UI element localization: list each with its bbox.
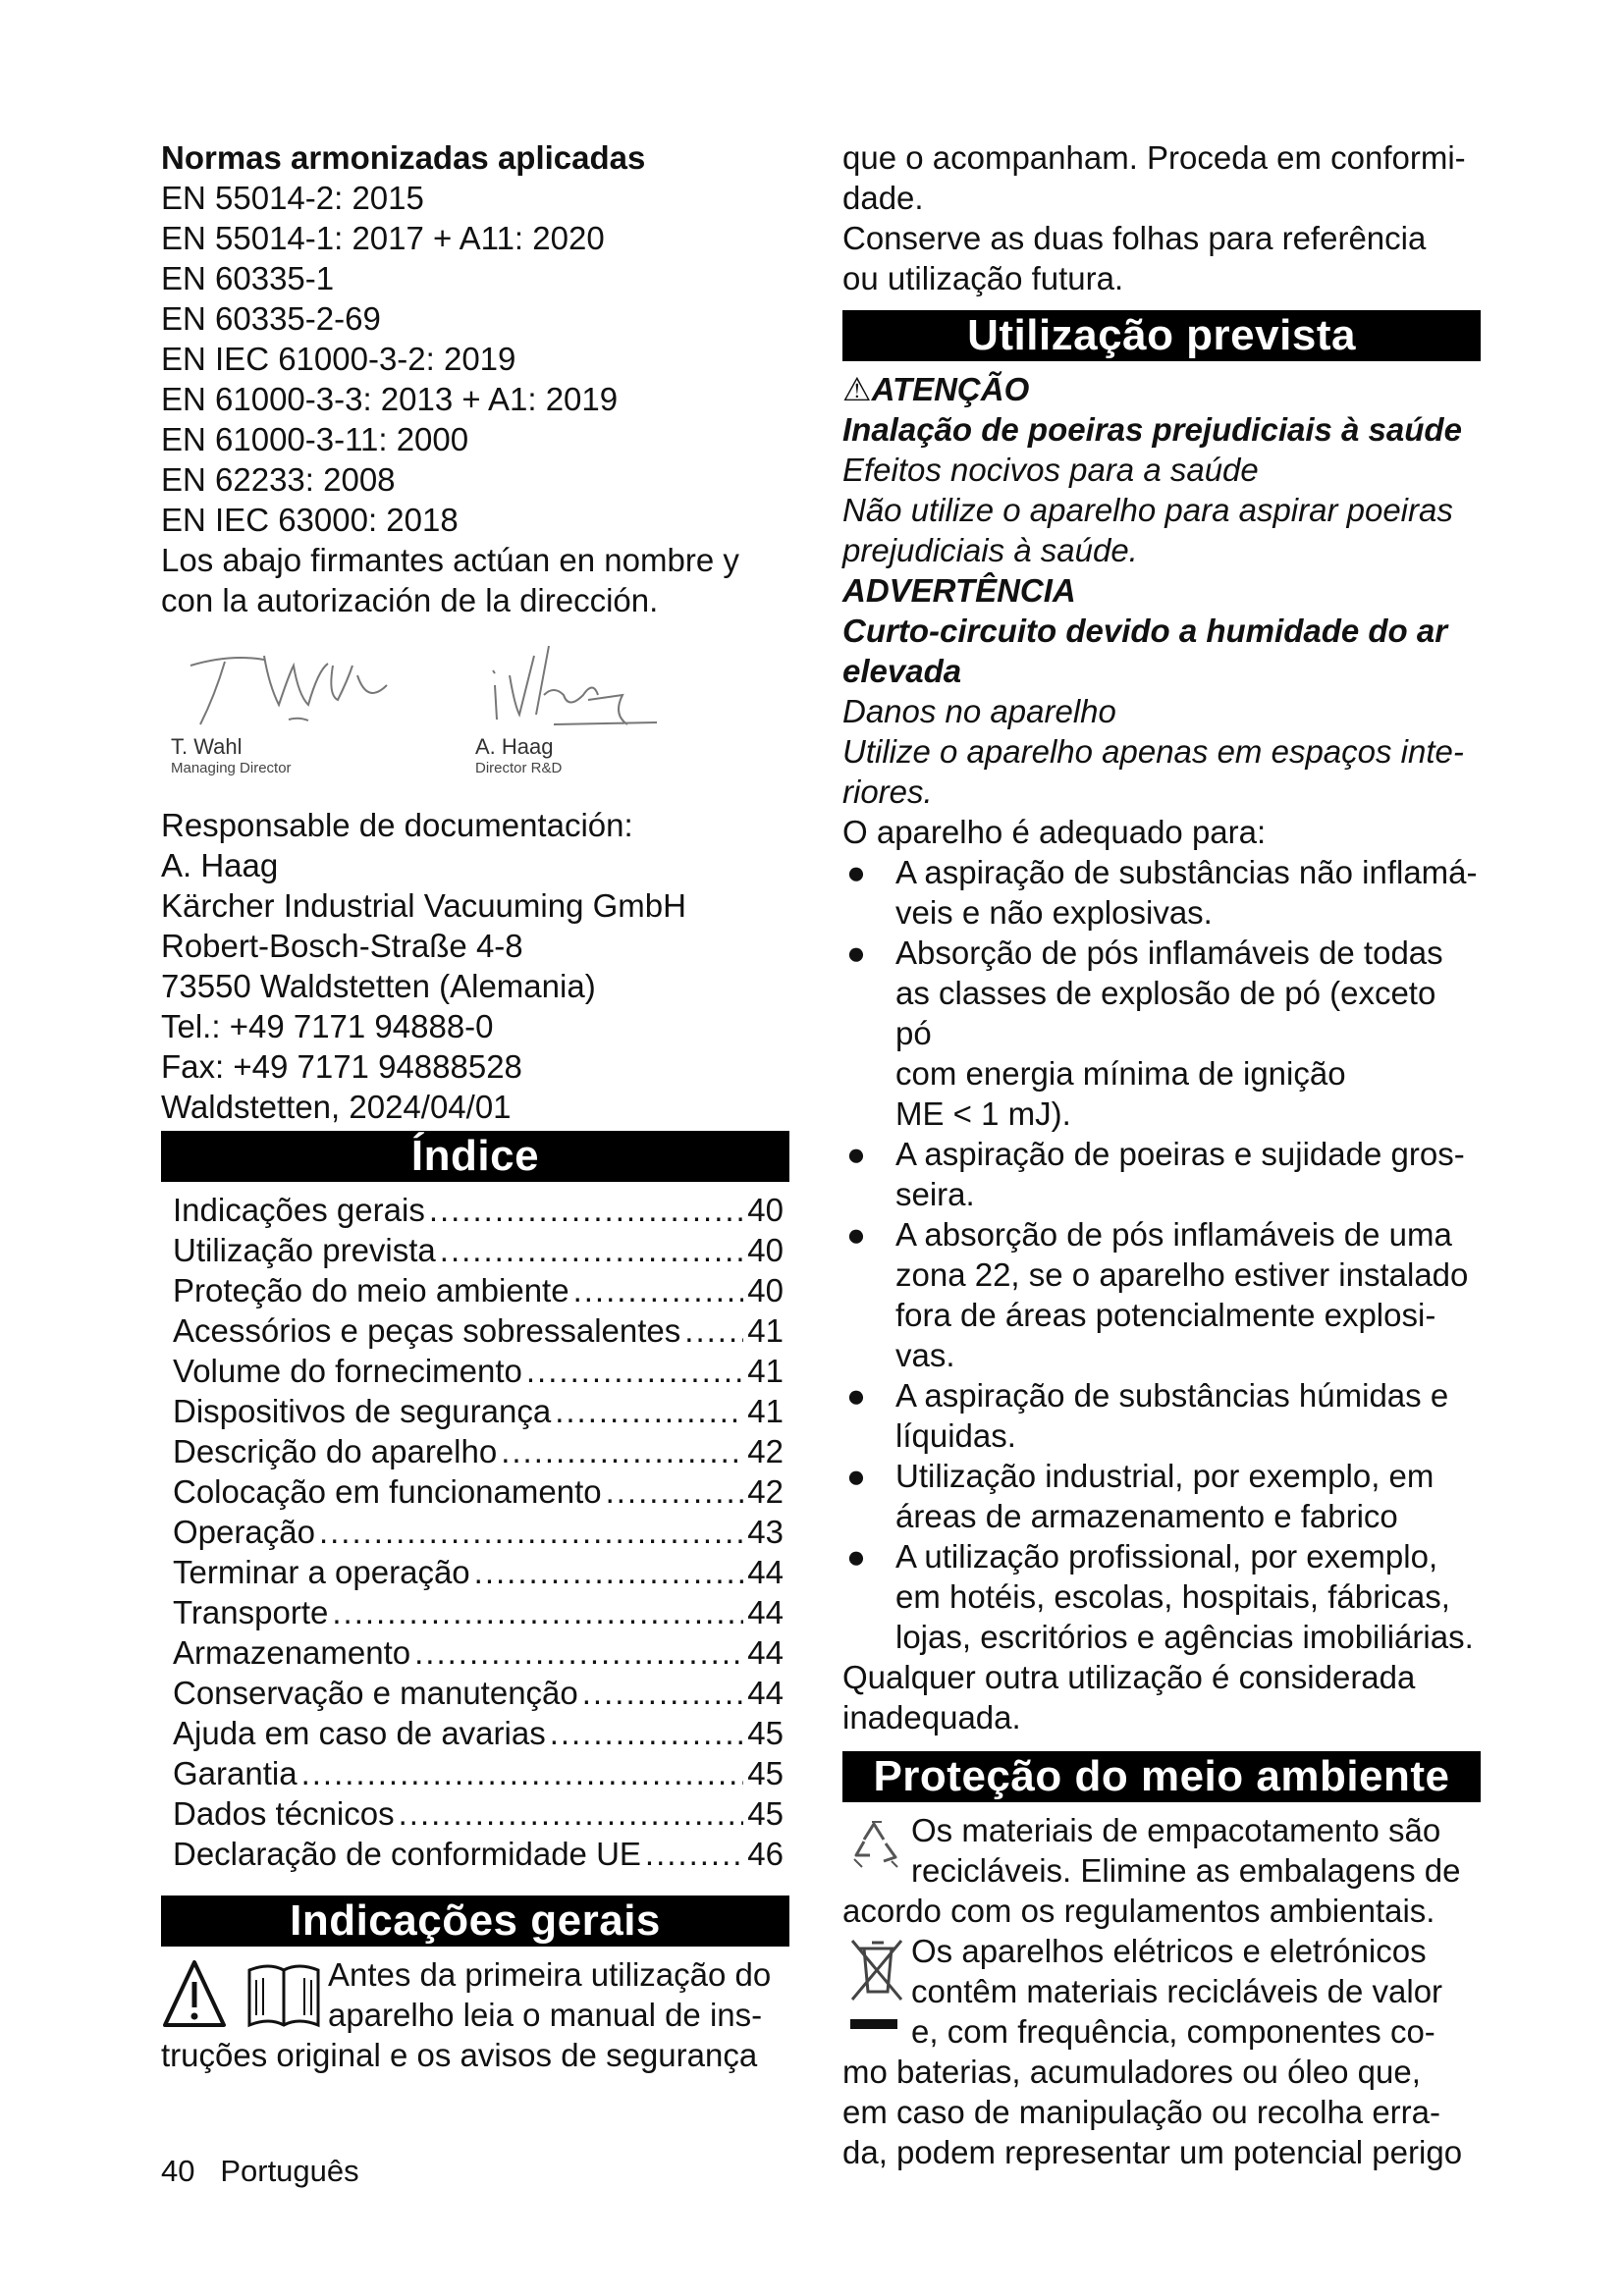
list-item: ● Utilização industrial, por exemplo, em áreas de armazenamento e fabrico: [842, 1456, 1481, 1536]
bullet-icon: ●: [846, 934, 866, 971]
crossed-bin-icon: [842, 1931, 911, 2049]
norm-item: EN 60335-1: [161, 260, 335, 296]
advertencia-text: Utilize o aparelho apenas em espaços inte-: [842, 733, 1464, 770]
toc-title: Volume do fornecimento: [173, 1353, 522, 1389]
toc-page: 45: [747, 1755, 784, 1791]
toc-entry[interactable]: [173, 1190, 784, 1230]
general-text: truções original e os avisos de segurança: [161, 2037, 758, 2073]
toc-title: Indicações gerais: [173, 1192, 425, 1228]
toc-title: Colocação em funcionamento: [173, 1473, 602, 1510]
signature-block: [161, 626, 789, 801]
toc-page: 42: [747, 1473, 784, 1510]
intro-text: dade.: [842, 180, 924, 216]
toc-title: Dispositivos de segurança: [173, 1393, 552, 1429]
toc-title: Armazenamento: [173, 1634, 411, 1671]
list-item: ● A absorção de pós inflamáveis de uma zona 22, se o aparelho estiver instalado fora de áreas potencialmente explosi- vas.: [842, 1214, 1481, 1375]
warning-manual-icon: [161, 1954, 328, 2035]
suitable-list: [842, 852, 1481, 1657]
bullet-icon: ●: [846, 1377, 866, 1414]
bullet-icon: ●: [846, 1458, 866, 1494]
contact-line: Kärcher Industrial Vacuuming GmbH: [161, 887, 686, 924]
toc-page: 40: [747, 1192, 784, 1228]
toc-page: 44: [747, 1554, 784, 1590]
toc-page: 45: [747, 1715, 784, 1751]
weee-notice: [842, 1931, 1481, 2052]
contact-line: Fax: +49 7171 94888528: [161, 1048, 522, 1085]
signature-wahl: [171, 626, 406, 777]
recycling-text: Os materiais de empacotamento são: [911, 1812, 1441, 1848]
list-item: ● A aspiração de substâncias não inflamá- veis e não explosivas.: [842, 852, 1481, 933]
general-text: Antes da primeira utilização do: [328, 1956, 772, 1993]
left-column: [161, 137, 789, 2075]
other-use-text: Qualquer outra utilização é considerada: [842, 1659, 1416, 1695]
page-footer: [161, 2154, 359, 2189]
norms-list: [161, 178, 789, 540]
toc-title: Ajuda em caso de avarias: [173, 1715, 546, 1751]
advertencia-label: ADVERTÊNCIA: [842, 572, 1076, 609]
toc-page: 44: [747, 1675, 784, 1711]
toc-page: 41: [747, 1353, 784, 1389]
norm-item: EN 61000-3-11: 2000: [161, 421, 469, 457]
intro-text: Conserve as duas folhas para referência: [842, 220, 1427, 256]
recycling-icon: [842, 1810, 911, 1887]
toc-page: 45: [747, 1795, 784, 1832]
general-notice: [161, 1954, 789, 2035]
toc-entry[interactable]: [173, 1351, 784, 1391]
norm-item: EN 55014-2: 2015: [161, 180, 424, 216]
index-heading: Índice: [161, 1131, 789, 1182]
toc-entry[interactable]: [173, 1834, 784, 1874]
contact-line: A. Haag: [161, 847, 279, 883]
toc-title: Dados técnicos: [173, 1795, 395, 1832]
suitable-intro: O aparelho é adequado para:: [842, 814, 1267, 850]
weee-text: da, podem representar um potencial perigo: [842, 2134, 1463, 2170]
table-of-contents: [161, 1190, 789, 1874]
weee-text: em caso de manipulação ou recolha erra-: [842, 2094, 1441, 2130]
norm-item: EN IEC 63000: 2018: [161, 502, 459, 538]
recycling-notice: [842, 1810, 1481, 1891]
advertencia-text: Danos no aparelho: [842, 693, 1116, 729]
toc-title: Terminar a operação: [173, 1554, 470, 1590]
list-item: ● Absorção de pós inflamáveis de todas as classes de explosão de pó (exceto pó com energia mínima de ignição ME < 1 mJ).: [842, 933, 1481, 1134]
toc-title: Transporte: [173, 1594, 329, 1630]
environment-heading: Proteção do meio ambiente: [842, 1751, 1481, 1802]
list-item: ● A aspiração de poeiras e sujidade gros- seira.: [842, 1134, 1481, 1214]
advertencia-text: riores.: [842, 774, 933, 810]
norm-item: EN 61000-3-3: 2013 + A1: 2019: [161, 381, 619, 417]
toc-page: 40: [747, 1272, 784, 1308]
toc-entry[interactable]: [173, 1270, 784, 1310]
contact-line: Tel.: +49 7171 94888-0: [161, 1008, 494, 1044]
norm-item: EN 55014-1: 2017 + A11: 2020: [161, 220, 605, 256]
toc-page: 43: [747, 1514, 784, 1550]
general-heading: Indicações gerais: [161, 1896, 789, 1947]
intro-text: ou utilização futura.: [842, 260, 1124, 296]
page-number: 40: [161, 2154, 195, 2188]
warning-title: Inalação de poeiras prejudiciais à saúde: [842, 411, 1462, 448]
toc-entry[interactable]: [173, 1673, 784, 1713]
weee-text: Os aparelhos elétricos e eletrónicos: [911, 1933, 1427, 1969]
weee-text: mo baterias, acumuladores ou óleo que,: [842, 2054, 1421, 2090]
toc-page: 42: [747, 1433, 784, 1469]
signature-name: T. Wahl: [171, 734, 243, 759]
signers-text: Los abajo firmantes actúan en nombre y: [161, 542, 739, 578]
warning-text: Não utilize o aparelho para aspirar poeiras: [842, 492, 1453, 528]
warning-text: prejudiciais à saúde.: [842, 532, 1138, 568]
advertencia-title: Curto-circuito devido a humidade do ar: [842, 613, 1448, 649]
bullet-icon: ●: [846, 1538, 866, 1575]
right-column: [842, 137, 1481, 2172]
toc-entry[interactable]: [173, 1753, 784, 1793]
toc-entry[interactable]: [173, 1431, 784, 1471]
norms-heading: Normas armonizadas aplicadas: [161, 139, 646, 176]
bullet-icon: ●: [846, 1136, 866, 1172]
toc-entry[interactable]: [173, 1552, 784, 1592]
advertencia-title: elevada: [842, 653, 962, 689]
toc-title: Descrição do aparelho: [173, 1433, 498, 1469]
norm-item: EN 60335-2-69: [161, 300, 381, 337]
other-use-text: inadequada.: [842, 1699, 1021, 1735]
contact-line: Robert-Bosch-Straße 4-8: [161, 928, 523, 964]
signature-role: Managing Director: [171, 760, 292, 776]
toc-entry[interactable]: [173, 1230, 784, 1270]
signature-role: Director R&D: [475, 760, 563, 776]
warning-triangle-icon: ⚠: [842, 371, 872, 407]
signature-name: A. Haag: [475, 734, 554, 759]
signers-text: con la autorización de la dirección.: [161, 582, 659, 618]
general-text: aparelho leia o manual de ins-: [328, 1997, 763, 2033]
toc-title: Utilização prevista: [173, 1232, 436, 1268]
recycling-text: recicláveis. Elimine as embalagens de: [911, 1852, 1461, 1889]
toc-entry[interactable]: [173, 1713, 784, 1753]
contact-line: Responsable de documentación:: [161, 807, 633, 843]
signature-wahl-scribble: [171, 626, 406, 734]
warning-label: ⚠ATENÇÃO: [842, 371, 1030, 407]
signature-haag-scribble: [475, 626, 711, 734]
toc-entry[interactable]: [173, 1592, 784, 1632]
toc-entry[interactable]: [173, 1793, 784, 1834]
toc-page: 46: [747, 1836, 784, 1872]
toc-entry[interactable]: [173, 1471, 784, 1512]
signature-haag: [475, 626, 711, 777]
list-item: ● A aspiração de substâncias húmidas e líquidas.: [842, 1375, 1481, 1456]
weee-text: contêm materiais recicláveis de valor: [911, 1973, 1443, 2009]
toc-page: 44: [747, 1634, 784, 1671]
bullet-icon: ●: [846, 1216, 866, 1253]
toc-entry[interactable]: [173, 1512, 784, 1552]
toc-title: Acessórios e peças sobressalentes: [173, 1312, 681, 1349]
warning-text: Efeitos nocivos para a saúde: [842, 452, 1259, 488]
recycling-text: acordo com os regulamentos ambientais.: [842, 1893, 1435, 1929]
toc-entry[interactable]: [173, 1391, 784, 1431]
intended-use-heading: Utilização prevista: [842, 310, 1481, 361]
bullet-icon: ●: [846, 854, 866, 890]
footer-language: Português: [220, 2154, 359, 2188]
toc-title: Declaração de conformidade UE: [173, 1836, 641, 1872]
toc-page: 44: [747, 1594, 784, 1630]
toc-page: 40: [747, 1232, 784, 1268]
toc-title: Proteção do meio ambiente: [173, 1272, 569, 1308]
toc-entry[interactable]: [173, 1310, 784, 1351]
toc-page: 41: [747, 1393, 784, 1429]
contact-line: 73550 Waldstetten (Alemania): [161, 968, 596, 1004]
toc-page: 41: [747, 1312, 784, 1349]
list-item: ● A utilização profissional, por exemplo, em hotéis, escolas, hospitais, fábricas, lojas, escritórios e agências imobiliárias.: [842, 1536, 1481, 1657]
intro-text: que o acompanham. Proceda em conformi-: [842, 139, 1466, 176]
contact-block: [161, 805, 789, 1127]
toc-title: Conservação e manutenção: [173, 1675, 578, 1711]
norm-item: EN IEC 61000-3-2: 2019: [161, 341, 516, 377]
toc-title: Garantia: [173, 1755, 298, 1791]
norm-item: EN 62233: 2008: [161, 461, 396, 498]
weee-text: e, com frequência, componentes co-: [911, 2013, 1435, 2050]
contact-line: Waldstetten, 2024/04/01: [161, 1089, 512, 1125]
toc-entry[interactable]: [173, 1632, 784, 1673]
toc-title: Operação: [173, 1514, 315, 1550]
